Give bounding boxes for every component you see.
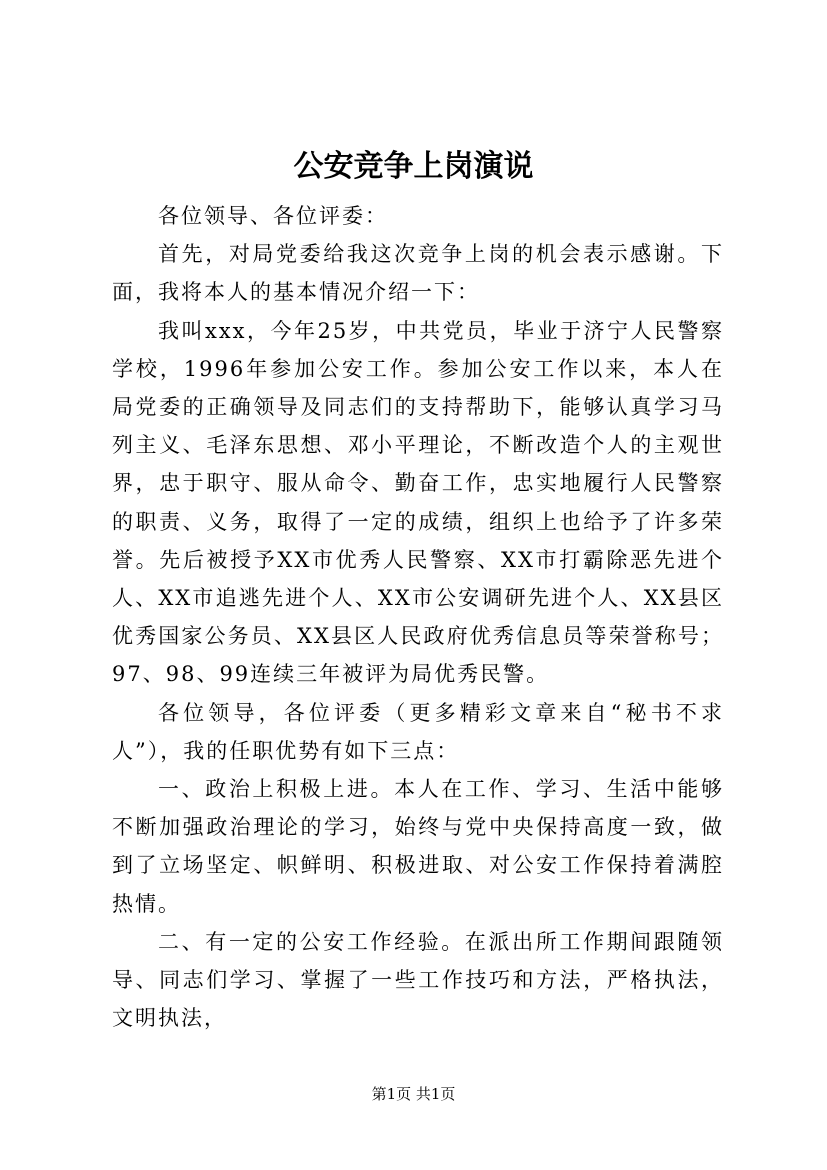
paragraph-salutation: 各位领导、各位评委： [158, 204, 388, 228]
paragraph-personal-background: 我叫xxx，今年25岁，中共党员，毕业于济宁人民警察学校，1996年参加公安工作。参加公安工作以来，本人在局党委的正确领导及同志们的支持帮助下，能够认真学习马列主义、毛泽东思想、邓小平理论，不断改造个人的主观世界，忠于职守、服从命令、勤奋工作，忠实地履行人民警察的职责、义务，取得了一定的成绩，组织上也给予了许多荣誉。先后被授予XX市优秀人民警察、XX市打霸除恶先进个人、XX市追逃先进个人、XX市公安调研先进个人、XX县区优秀国家公务员、XX县区人民政府优秀信息员等荣誉称号；97、98、99连续三年被评为局优秀民警。 [112, 318, 724, 687]
paragraph-introduction: 首先，对局党委给我这次竞争上岗的机会表示感谢。下面，我将本人的基本情况介绍一下： [112, 242, 724, 305]
document-title: 公安竞争上岗演说 [293, 149, 534, 184]
paragraph-advantages-intro: 各位领导，各位评委（更多精彩文章来自“秘书不求人”），我的任职优势有如下三点： [112, 700, 724, 763]
paragraph-advantage-two: 二、有一定的公安工作经验。在派出所工作期间跟随领导、同志们学习、掌握了一些工作技巧和方法，严格执法，文明执法， [112, 929, 724, 1031]
page-number-footer: 第1页 共1页 [371, 1085, 456, 1103]
paragraph-advantage-one: 一、政治上积极上进。本人在工作、学习、生活中能够不断加强政治理论的学习，始终与党中央保持高度一致，做到了立场坚定、帜鲜明、积极进取、对公安工作保持着满腔热情。 [112, 777, 724, 916]
document-body [112, 197, 724, 1037]
